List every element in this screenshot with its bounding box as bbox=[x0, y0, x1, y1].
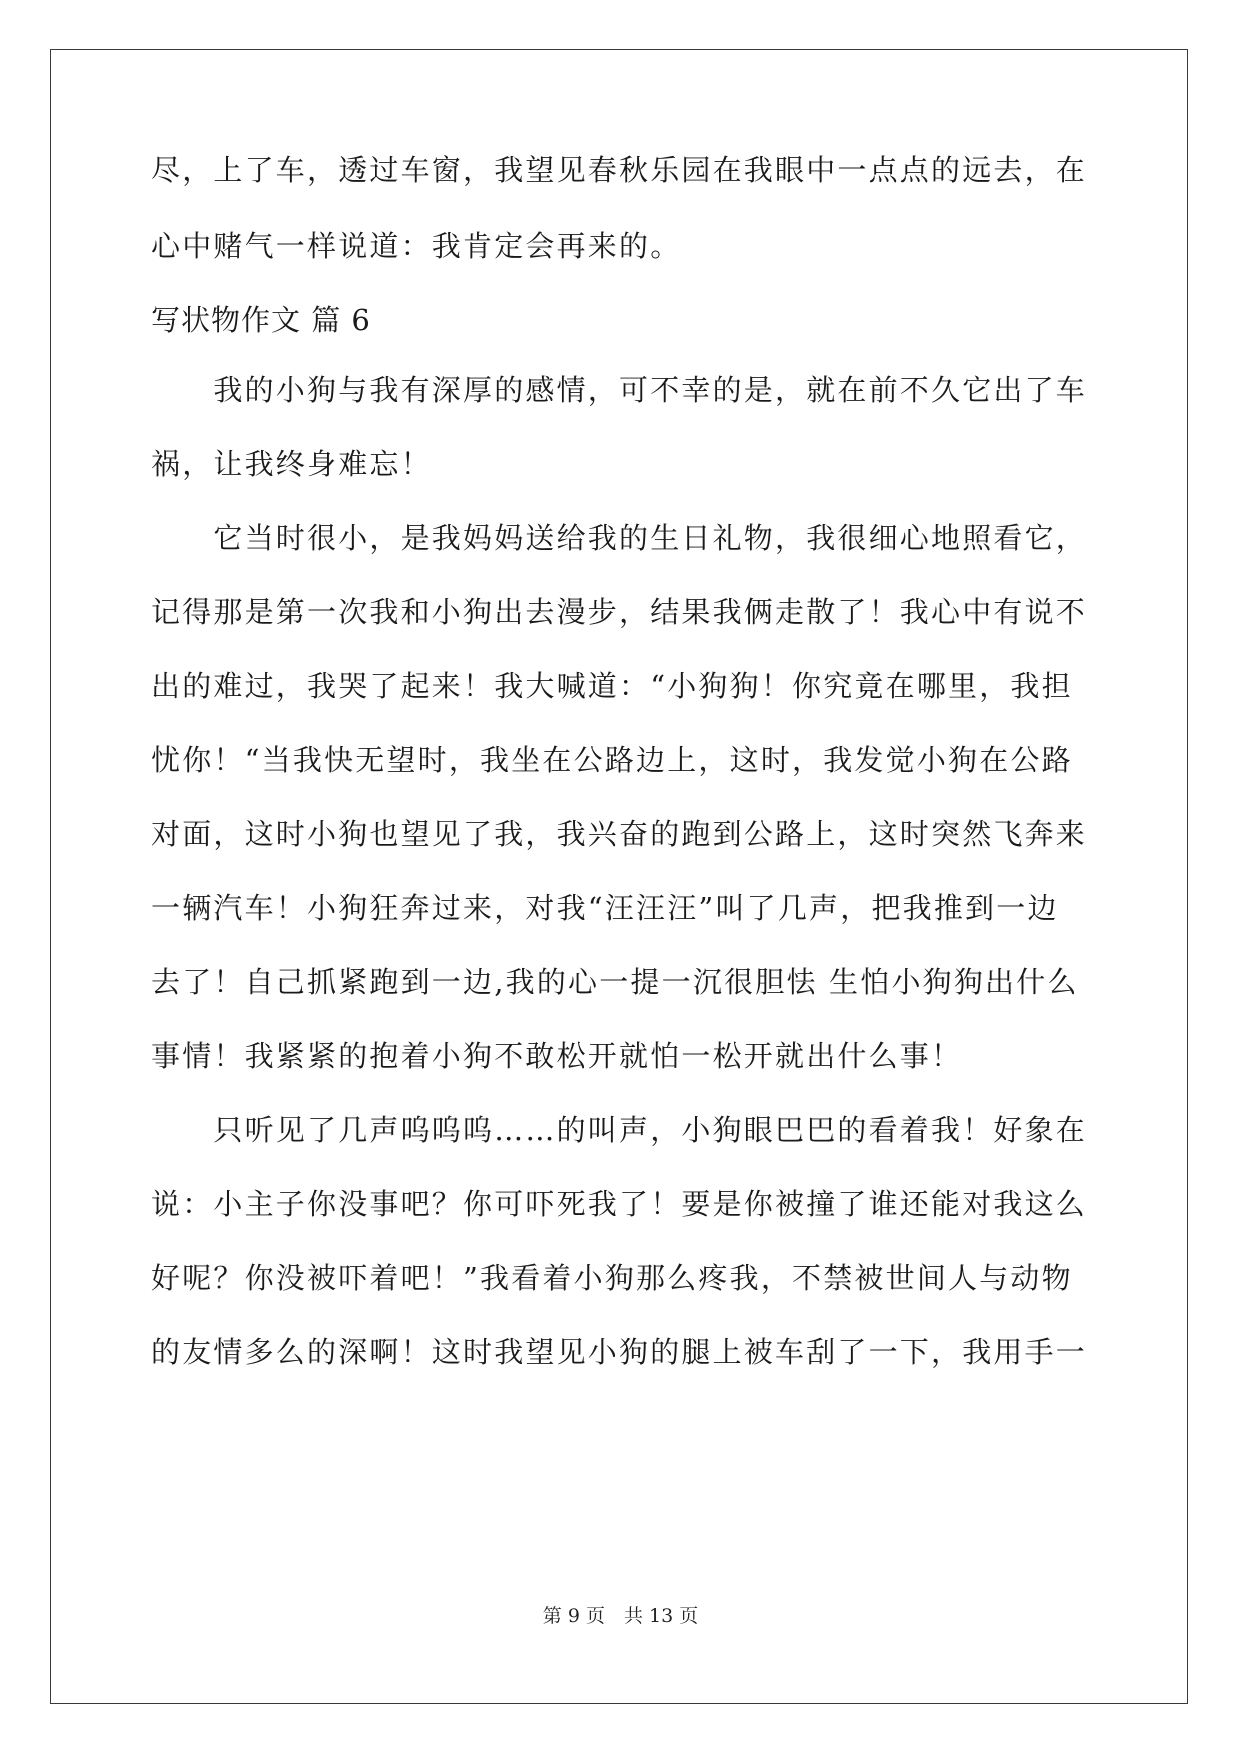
text-line: 我的小狗与我有深厚的感情，可不幸的是，就在前不久它出了车 bbox=[151, 373, 1088, 407]
text-line: 好呢？你没被吓着吧！”我看着小狗那么疼我，不禁被世间人与动物 bbox=[151, 1261, 1073, 1295]
page-border bbox=[50, 49, 1188, 1704]
text-line: 出的难过，我哭了起来！我大喊道：“小狗狗！你究竟在哪里，我担 bbox=[151, 669, 1073, 703]
text-line: 对面，这时小狗也望见了我，我兴奋的跑到公路上，这时突然飞奔来 bbox=[151, 817, 1088, 851]
text-line: 记得那是第一次我和小狗出去漫步，结果我俩走散了！我心中有说不 bbox=[151, 595, 1088, 629]
text-line: 尽，上了车，透过车窗，我望见春秋乐园在我眼中一点点的远去，在 bbox=[151, 153, 1088, 187]
text-line: 只听见了几声呜呜呜……的叫声，小狗眼巴巴的看着我！好象在 bbox=[151, 1113, 1088, 1147]
text-line: 一辆汽车！小狗狂奔过来，对我“汪汪汪”叫了几声，把我推到一边 bbox=[151, 891, 1059, 925]
text-line: 它当时很小，是我妈妈送给我的生日礼物，我很细心地照看它， bbox=[151, 521, 1088, 555]
text-line: 去了！自己抓紧跑到一边,我的心一提一沉很胆怯 生怕小狗狗出什么 bbox=[151, 965, 1079, 999]
text-line: 忧你！“当我快无望时，我坐在公路边上，这时，我发觉小狗在公路 bbox=[151, 743, 1073, 777]
text-line: 心中赌气一样说道：我肯定会再来的。 bbox=[151, 229, 682, 263]
text-line: 事情！我紧紧的抱着小狗不敢松开就怕一松开就出什么事！ bbox=[151, 1039, 963, 1073]
page-footer: 第 9 页 共 13 页 bbox=[542, 1605, 699, 1627]
text-line: 的友情多么的深啊！这时我望见小狗的腿上被车刮了一下，我用手一 bbox=[151, 1335, 1088, 1369]
text-line: 祸，让我终身难忘！ bbox=[151, 447, 432, 481]
text-line: 说：小主子你没事吧？你可吓死我了！要是你被撞了谁还能对我这么 bbox=[151, 1187, 1088, 1221]
section-heading: 写状物作文 篇 6 bbox=[151, 303, 371, 337]
